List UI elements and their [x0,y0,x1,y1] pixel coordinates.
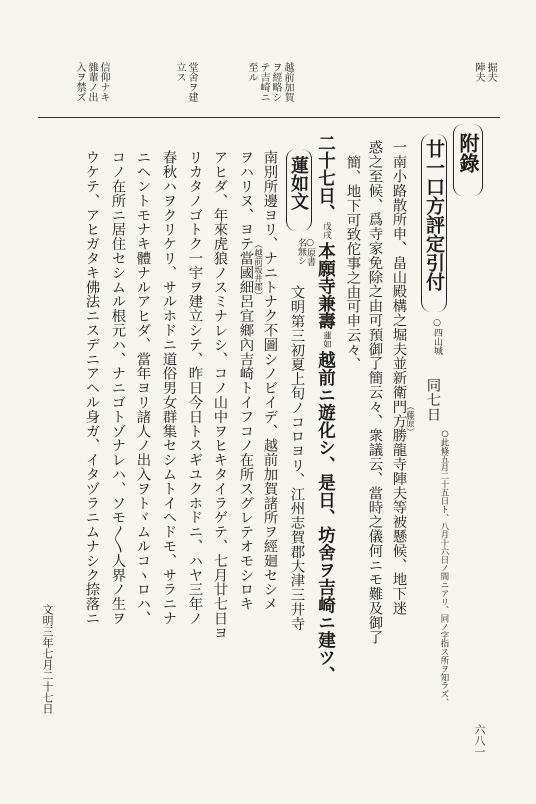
header-note-2: 陣夫 [473,62,484,82]
header-note-7: 堂舍ヲ建 [186,62,197,102]
header-note-6: 至ル [246,62,257,82]
section-title: 附錄 [456,133,480,173]
header-note-5: テ吉崎ニ [258,62,269,102]
header-note-1: 掘夫 [485,62,496,82]
text-column-13: コノ在所ニ居住セシムル根元ハ、ナニゴトゾナレハ、ソモ〳〵人界ノ生ヲ [109,150,126,626]
header-note-9: 信仰ナキ [98,62,109,102]
event-subject: 本願寺兼壽 [315,242,336,330]
text-column-9: アヒダ、年來虎狼ノスミナレシ、コノ山中ヲヒキタイラゲテ、七月廿七日ヨ [211,150,228,640]
event-description: 越前ニ遊化シ、是日、坊舍ヲ吉崎ニ建ツ、 [315,351,336,684]
entry-position-note: ○此條五月二十五日ト、八月十六日ノ間ニアリ、同ノ字指ス所ヲ知ラズ、 [440,428,450,707]
doc-title-note: ○原書名無シ [296,238,315,266]
text-column-2-note: （藤原） [404,402,415,436]
entry-title: 廿一口方評定引付 [423,139,445,291]
doc-title: 蓮如文 [288,156,309,210]
header-note-4: ヲ經略シ [270,62,281,102]
text-column-10: リカタノゴトク一宇ヲ建立シテ、昨日今日トスギユクホドニ、ハヤ三年ノ [186,150,203,626]
text-column-7: 南別所邊ヨリ、ナニトナク不圖シノビイデ、越前加賀諸所ヲ經廻セシメ [261,150,278,611]
text-column-2: 一南小路散所申、畠山殿構之堀夫並新衛門方勝龍寺陣夫等被懸候、地下迷 [390,140,407,616]
entry-source-note: ○四山城 [432,318,442,355]
page-number: 六八一 [473,724,486,757]
running-footer-date: 文明三年七月二十七日 [41,604,54,714]
event-cyclic-day: 戊戌 [321,222,332,239]
event-subject-note: 蓮如 [321,331,332,348]
text-column-3: 惑之至候、爲寺家免除之由可預御了簡云々、衆議云、當時之儀何ニモ難及御了 [366,140,383,644]
text-column-12: ニヘントモナキ體ナルアヒダ、當年ヨリ諸人ノ出入ヲトヾムルコヽロハ、 [134,150,151,626]
entry-date: 同七日 [424,378,441,422]
header-note-10: 雜輩ノ出 [86,62,97,102]
text-column-8-note: （越前坂井郡） [252,240,263,300]
text-column-14: ウケテ、アヒガタキ佛法ニスデニアヘル身ガ、イタヅラニムナシク捺落ニ [83,150,100,626]
event-date: 二十七日、 [315,134,336,222]
header-rule [38,117,500,118]
text-column-6: 文明第三初夏上旬ノコロヨリ、江州志賀郡大津三井寺 [288,285,305,631]
text-column-4: 簡、地下可致佗事之由可申云々、 [344,155,361,371]
header-note-3: 越前加賀 [282,62,293,102]
header-note-8: 立ス [174,62,185,82]
header-note-11: 入ヲ禁ズ [74,62,85,102]
text-column-8: ヲハリヌ、ヨテ當國細呂宜鄉內吉崎トイフコノ在所スグレテオモシロキ [237,150,254,611]
text-column-11: 春秋ハヲクリケリ、サルホドニ道俗男女群集セシムトイヘドモ、サラニナ [160,150,177,626]
